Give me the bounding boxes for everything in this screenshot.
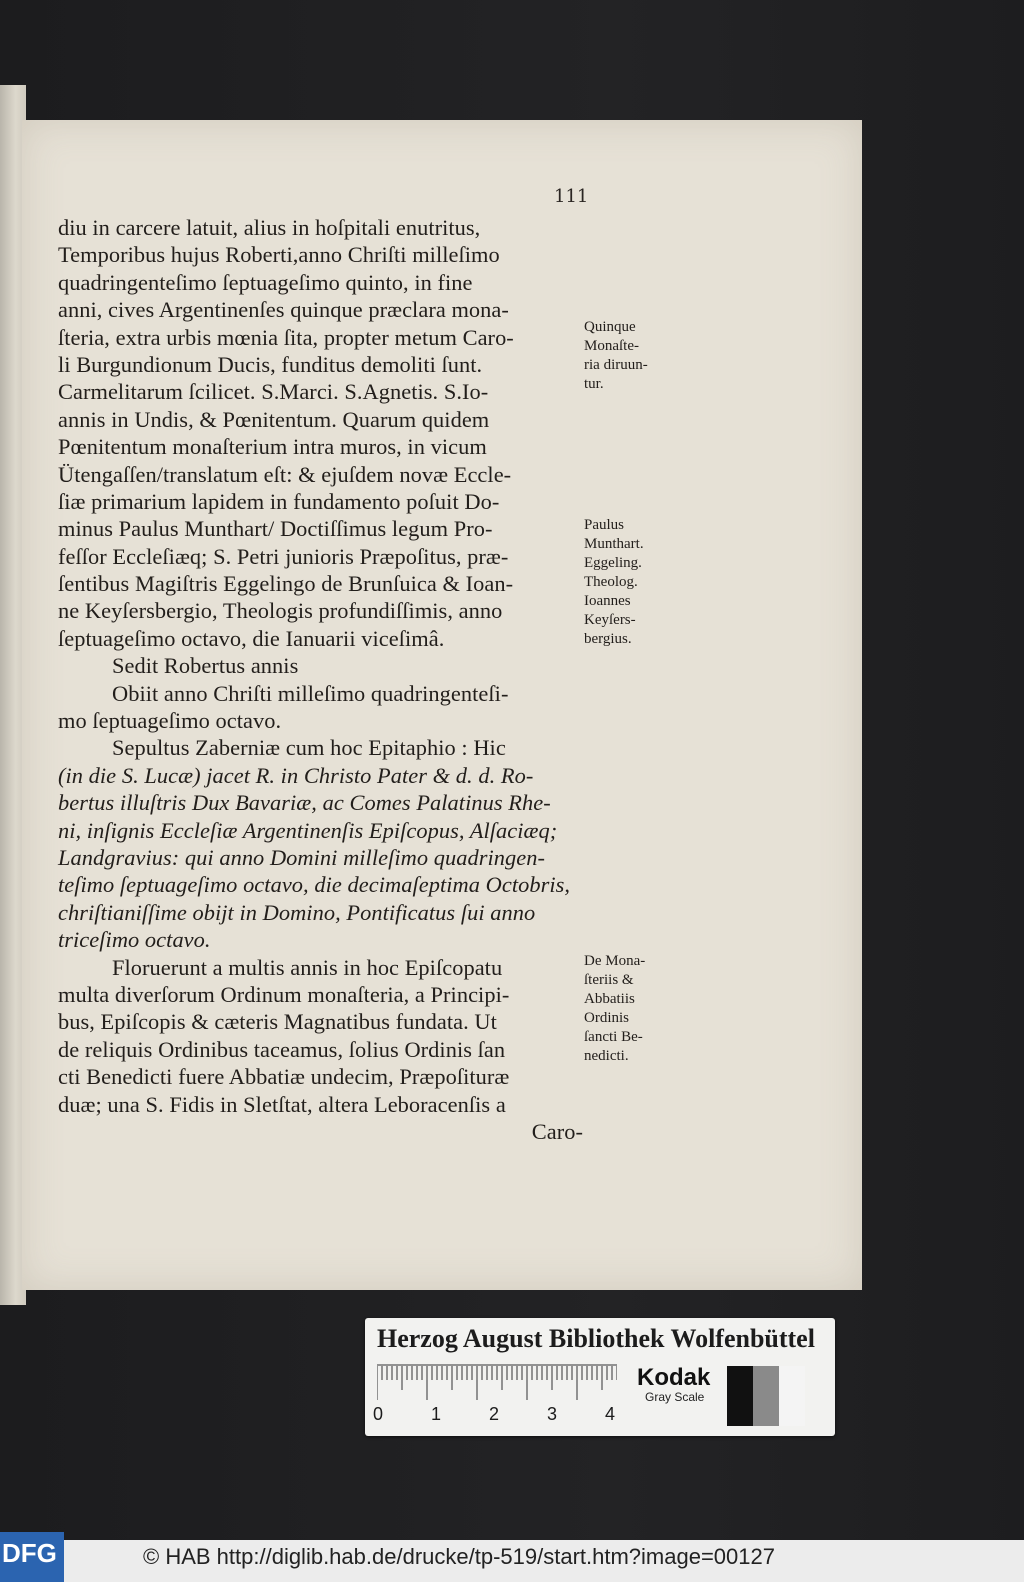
text-line: multa diverſorum Ordinum monaſteria, a Principi- xyxy=(58,981,510,1007)
text-line: ſeptuageſimo octavo, die Ianuarii viceſimâ. xyxy=(58,625,445,651)
text-line: ne Keyſersbergio, Theologis profundiſſimis, anno xyxy=(58,598,503,624)
margin-note-line: Quinque xyxy=(584,319,636,335)
margin-note-line: Paulus xyxy=(584,517,625,533)
text-line: teſimo ſeptuageſimo octavo, die decimaſeptima Octobris, xyxy=(58,872,571,898)
text-line: Sedit Robertus annis xyxy=(112,653,299,679)
text-line: Carmelitarum ſcilicet. S.Marci. S.Agnetis. S.Io- xyxy=(58,379,489,405)
text-line: duæ; una S. Fidis in Sletſtat, altera Leboracenſis a xyxy=(58,1091,506,1117)
margin-note-line: Munthart. xyxy=(584,536,644,552)
library-title: Herzog August Bibliothek Wolfenbüttel xyxy=(377,1324,815,1353)
main-text-block xyxy=(58,214,583,1145)
text-line: chriſtianiſſime obijt in Domino, Pontificatus ſui anno xyxy=(58,899,536,925)
text-line: li Burgundionum Ducis, funditus demoliti ſunt. xyxy=(58,351,483,377)
margin-note-benedictines xyxy=(584,952,645,1066)
swatch-white xyxy=(779,1366,805,1426)
gray-swatches xyxy=(727,1366,805,1426)
archive-label xyxy=(365,1318,835,1436)
text-line: anni, cives Argentinenſes quinque præclara mona- xyxy=(58,297,509,323)
margin-note-line: ria diruun- xyxy=(584,357,648,373)
text-line: Sepultus Zaberniæ cum hoc Epitaphio : Hic xyxy=(112,735,506,761)
text-line: Pœnitentum monaſterium intra muros, in vicum xyxy=(58,434,487,460)
dfg-logo: DFG xyxy=(0,1532,64,1582)
margin-note-line: De Mona- xyxy=(584,953,646,969)
text-line: bus, Epiſcopis & cæteris Magnatibus fundata. Ut xyxy=(58,1009,497,1035)
text-line: minus Paulus Munthart/ Doctiſſimus legum Pro- xyxy=(58,516,493,542)
text-line: Obiit anno Chriſti milleſimo quadringenteſi- xyxy=(112,680,509,706)
swatch-gray xyxy=(753,1366,779,1426)
margin-note-line: Ordinis xyxy=(584,1010,629,1026)
ruler-number: 0 xyxy=(373,1404,384,1424)
margin-note-line: Abbatiis xyxy=(584,991,635,1007)
text-line: diu in carcere latuit, alius in hoſpitali enutritus, xyxy=(58,215,481,240)
margin-note-line: Theolog. xyxy=(584,574,638,590)
text-line: Landgravius: qui anno Domini milleſimo quadringen- xyxy=(58,844,545,870)
ruler-number: 3 xyxy=(547,1404,558,1424)
text-line: ni, inſignis Eccleſiæ Argentinenſis Epiſcopus, Alſaciæq; xyxy=(58,817,558,843)
text-line: cti Benedicti fuere Abbatiæ undecim, Præpoſituræ xyxy=(58,1064,510,1090)
text-line: Temporibus hujus Roberti,anno Chriſti milleſimo xyxy=(58,242,500,268)
text-line: annis in Undis, & Pœnitentum. Quarum quidem xyxy=(58,406,490,432)
text-line: ſteria, extra urbis mœnia ſita, propter metum Caro- xyxy=(58,324,514,350)
margin-note-line: nedicti. xyxy=(584,1048,629,1064)
margin-note-line: bergius. xyxy=(584,631,632,647)
page-number: 111 xyxy=(554,186,589,207)
swatch-black xyxy=(727,1366,753,1426)
credit-link[interactable]: © HAB http://diglib.hab.de/drucke/tp-519/start.htm?image=00127 xyxy=(143,1544,775,1569)
kodak-logo: Kodak xyxy=(637,1364,711,1391)
margin-note-line: ſteriis & xyxy=(584,972,634,988)
margin-note-persons xyxy=(584,516,644,649)
text-line: triceſimo octavo. xyxy=(58,927,211,953)
text-line: (in die S. Lucæ) jacet R. in Christo Pater & d. d. Ro- xyxy=(58,762,534,788)
margin-note-line: ſancti Be- xyxy=(584,1029,643,1045)
text-line: ſiæ primarium lapidem in fundamento poſuit Do- xyxy=(58,488,500,514)
gray-scale-label: Gray Scale xyxy=(645,1390,705,1404)
text-line: de reliquis Ordinibus taceamus, ſolius Ordinis ſan xyxy=(58,1036,506,1062)
text-line: ſentibus Magiſtris Eggelingo de Brunſuica & Ioan- xyxy=(58,571,514,597)
text-line: feſſor Eccleſiæq; S. Petri junioris Præpoſitus, præ- xyxy=(58,543,509,569)
text-line: Floruerunt a multis annis in hoc Epiſcopatu xyxy=(112,954,503,980)
margin-note-line: Ioannes xyxy=(584,593,631,609)
text-line: bertus illuſtris Dux Bavariæ, ac Comes Palatinus Rhe- xyxy=(58,790,551,816)
margin-note-monasteries xyxy=(584,318,648,394)
margin-note-line: Eggeling. xyxy=(584,555,642,571)
text-line: Ütengaſſen/translatum eſt: & ejuſdem novæ Eccle- xyxy=(58,461,512,487)
ruler-number: 1 xyxy=(431,1404,442,1424)
text-line: quadringenteſimo ſeptuageſimo quinto, in fine xyxy=(58,269,473,295)
margin-note-line: Keyſers- xyxy=(584,612,636,628)
ruler-scale xyxy=(377,1364,617,1404)
margin-note-line: tur. xyxy=(584,376,604,392)
text-line: mo ſeptuageſimo octavo. xyxy=(58,708,282,734)
ruler-number: 2 xyxy=(489,1404,500,1424)
ruler-number: 4 xyxy=(605,1404,616,1424)
margin-note-line: Monaſte- xyxy=(584,338,639,354)
text-line: Caro- xyxy=(531,1118,583,1144)
